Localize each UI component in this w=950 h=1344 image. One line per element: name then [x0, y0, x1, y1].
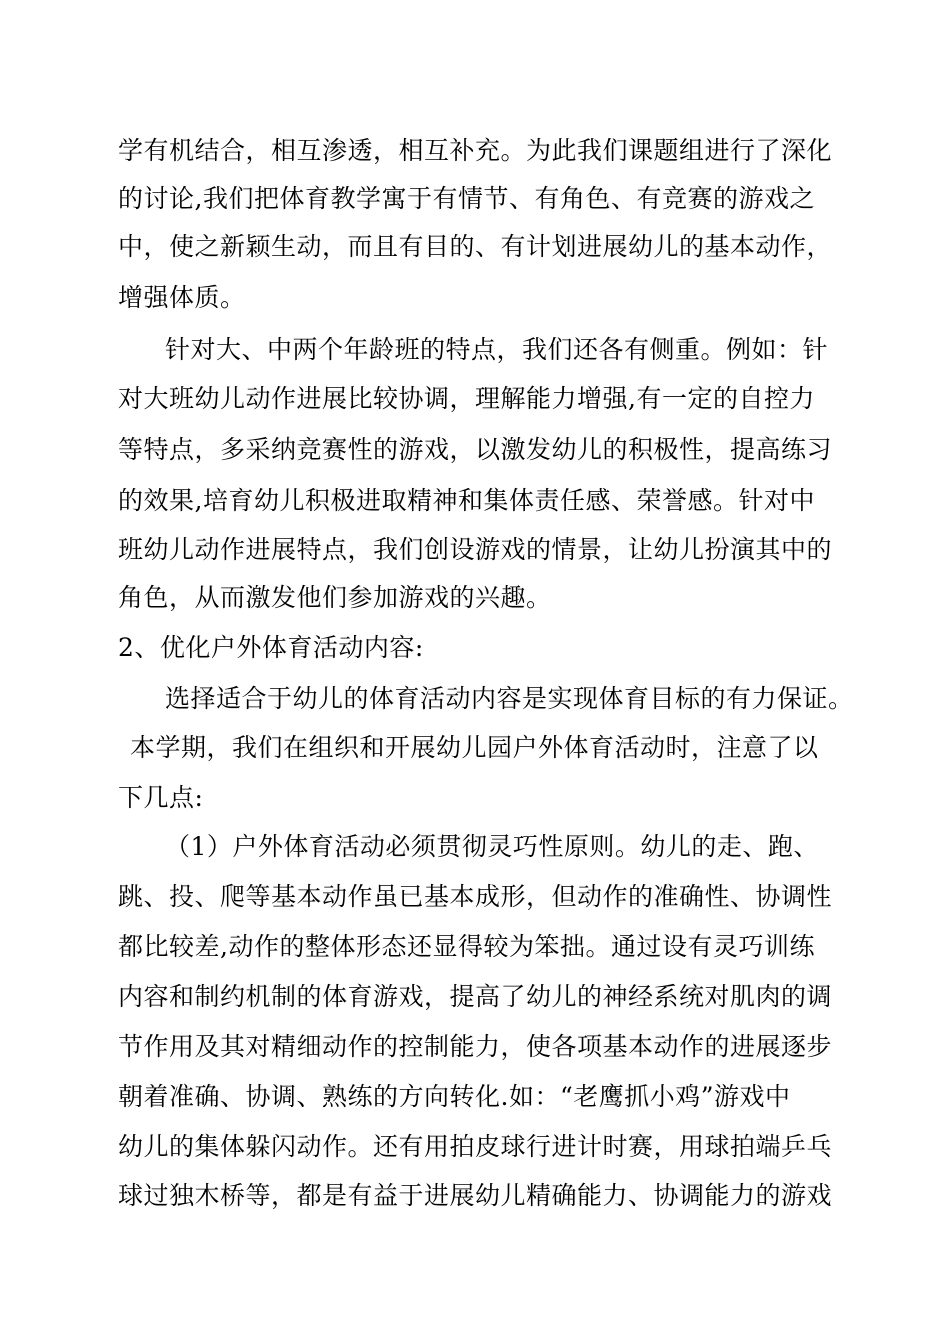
text-line: 幼儿的集体躲闪动作。还有用拍皮球行进计时赛，用球拍端乒乓 [118, 1132, 833, 1161]
text-line: 中，使之新颖生动，而且有目的、有计划进展幼儿的基本动作， [118, 232, 833, 261]
text-line: 班幼儿动作进展特点，我们创设游戏的情景，让幼儿扮演其中的 [118, 535, 833, 564]
text-line: 下几点: [118, 783, 204, 812]
section-heading: 2、优化户外体育活动内容: [118, 633, 424, 662]
paragraph-first-line: （1）户外体育活动必须贯彻灵巧性原则。幼儿的走、跑、 [165, 832, 819, 861]
text-line: 学有机结合，相互渗透，相互补充。为此我们课题组进行了深化 [118, 136, 833, 165]
text-line: 本学期，我们在组织和开展幼儿园户外体育活动时，注意了以 [130, 733, 819, 762]
text-line: 都比较差,动作的整体形态还显得较为笨拙。通过设有灵巧训练 [118, 932, 815, 961]
paragraph-first-line: 针对大、中两个年龄班的特点，我们还各有侧重。例如：针 [165, 335, 829, 364]
text-line: 增强体质。 [118, 283, 246, 312]
text-line: 朝着准确、协调、熟练的方向转化.如：“老鹰抓小鸡”游戏中 [118, 1082, 791, 1111]
text-line: 球过独木桥等，都是有益于进展幼儿精确能力、协调能力的游戏 [118, 1181, 833, 1210]
text-line: 节作用及其对精细动作的控制能力，使各项基本动作的进展逐步 [118, 1032, 833, 1061]
text-line: 对大班幼儿动作进展比较协调，理解能力增强,有一定的自控力 [118, 384, 815, 413]
text-line: 内容和制约机制的体育游戏，提高了幼儿的神经系统对肌肉的调 [118, 982, 833, 1011]
paragraph-first-line: 选择适合于幼儿的体育活动内容是实现体育目标的有力保证。 [165, 684, 854, 713]
text-line: 的效果,培育幼儿积极进取精神和集体责任感、荣誉感。针对中 [118, 486, 815, 515]
text-line: 角色，从而激发他们参加游戏的兴趣。 [118, 583, 552, 612]
text-line: 等特点，多采纳竞赛性的游戏，以激发幼儿的积极性，提高练习 [118, 435, 833, 464]
text-line: 跳、投、爬等基本动作虽已基本成形，但动作的准确性、协调性 [118, 882, 833, 911]
text-line: 的讨论,我们把体育教学寓于有情节、有角色、有竞赛的游戏之 [118, 184, 815, 213]
